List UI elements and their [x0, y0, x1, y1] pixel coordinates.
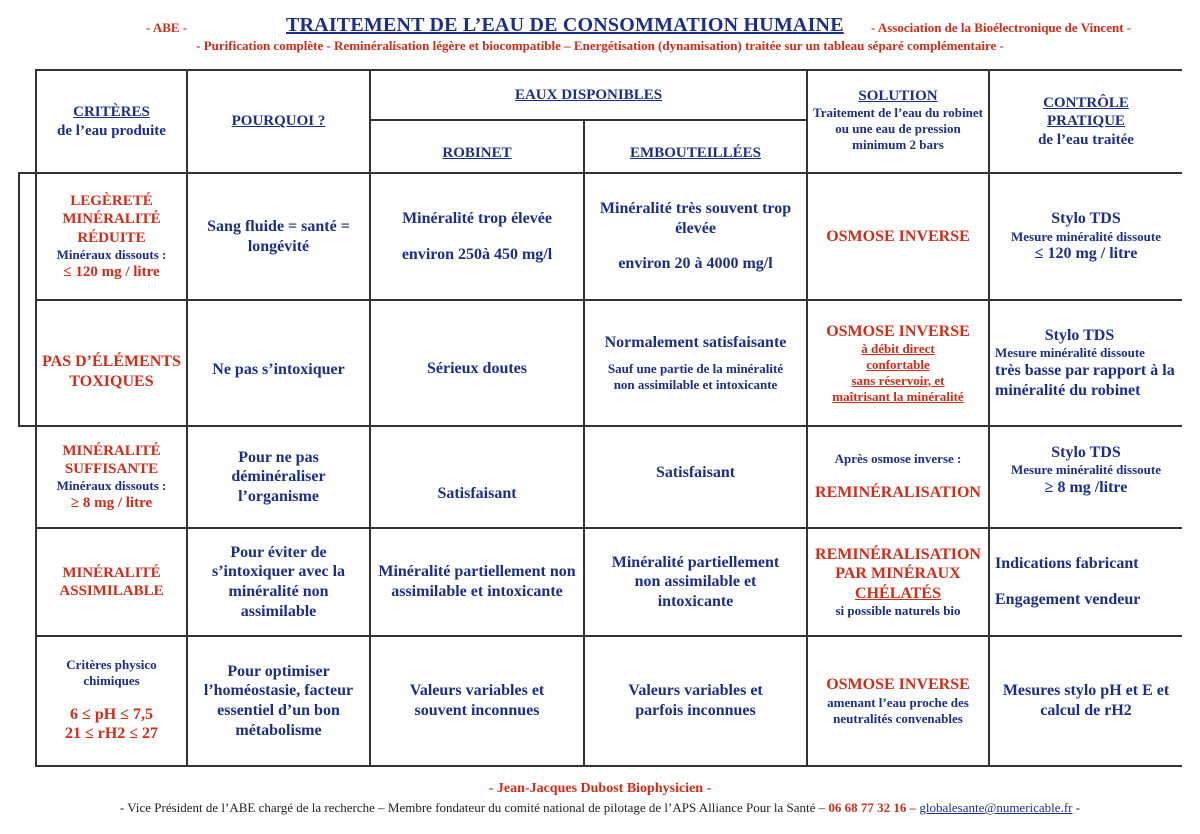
grid-line — [35, 765, 1182, 767]
footer-text: - Vice Président de l’ABE chargé de la recherche – Membre fondateur du comité national de pilotage de l’APS Alliance Pour la Santé – — [119, 800, 826, 815]
row1-robinet — [371, 174, 583, 299]
critere-line: RÉDUITE — [77, 229, 146, 246]
row3-robinet — [371, 427, 583, 527]
critere-line: SUFFISANTE — [64, 460, 159, 477]
header-robinet — [371, 121, 583, 172]
pourquoi-title: POURQUOI ? — [231, 113, 326, 130]
controle-value: très basse par rapport à la minéralité du robinet — [995, 362, 1175, 399]
row4-robinet — [371, 529, 583, 635]
row4-embouteillees — [585, 529, 806, 635]
critere-line: ASSIMILABLE — [59, 583, 164, 599]
controle-text: Stylo TDS — [1051, 443, 1121, 461]
row3-controle — [990, 427, 1182, 527]
row2-embouteillees — [585, 301, 806, 425]
solution-text: REMINÉRALISATION — [815, 545, 981, 563]
association-label: - Association de la Bioélectronique de Vincent - — [871, 20, 1132, 35]
footer-end: - — [1075, 800, 1081, 815]
solution-detail: sans réservoir, et — [851, 372, 945, 388]
abe-label: - ABE - — [146, 20, 188, 35]
solution-detail: Après osmose inverse : — [834, 451, 962, 467]
controle-title-2: PRATIQUE — [1046, 113, 1126, 130]
header-eaux-disponibles — [371, 71, 806, 119]
row4-pourquoi — [188, 529, 369, 635]
row4-solution — [808, 529, 988, 635]
row1-embouteillees — [585, 174, 806, 299]
row5-solution — [808, 637, 988, 765]
emb-text: Valeurs variables et parfois inconnues — [628, 682, 763, 719]
row3-critere — [37, 427, 186, 527]
page-subtitle: - Purification complète - Reminéralisation légère et biocompatible – Energétisation (dynamisation) traitée sur un tableau séparé complémentaire - — [196, 38, 1004, 53]
controle-text: Engagement vendeur — [995, 591, 1141, 608]
controle-detail: Mesure minéralité dissoute — [1011, 462, 1161, 478]
row1-critere — [37, 174, 186, 299]
pourquoi-text: Pour ne pas déminéraliser l’organisme — [231, 448, 326, 505]
criteres-subtitle: de l’eau produite — [57, 122, 166, 139]
critere-line: PAS D’ÉLÉMENTS — [42, 353, 181, 371]
row4-critere — [37, 529, 186, 635]
controle-detail: Mesure minéralité dissoute — [995, 345, 1145, 361]
solution-detail: si possible naturels bio — [835, 603, 961, 619]
row4-controle — [990, 529, 1182, 635]
header-solution — [808, 71, 988, 172]
critere-line: MINÉRALITÉ — [62, 442, 161, 459]
criteres-title: CRITÈRES — [73, 104, 150, 121]
controle-title-1: CONTRÔLE — [1043, 95, 1129, 112]
critere-value: ≥ 8 mg / litre — [70, 495, 153, 512]
controle-text: Stylo TDS — [1051, 210, 1121, 228]
grid-line — [18, 172, 20, 426]
row5-robinet — [371, 637, 583, 765]
solution-detail: amenant l’eau proche des neutralités convenables — [827, 694, 969, 726]
row2-pourquoi — [188, 301, 369, 425]
footer-phone: 06 68 77 32 16 — [828, 800, 907, 815]
controle-text: Stylo TDS — [1044, 326, 1115, 344]
row3-pourquoi — [188, 427, 369, 527]
pourquoi-text: Pour optimiser l’homéostasie, facteur essentiel d’un bon métabolisme — [203, 662, 354, 739]
row5-critere — [37, 637, 186, 765]
pourquoi-text: Ne pas s’intoxiquer — [212, 361, 345, 379]
solution-detail: confortable — [866, 356, 930, 372]
critere-value: 6 ≤ pH ≤ 7,5 — [70, 705, 153, 723]
solution-text: CHÉLATÉS — [855, 584, 941, 602]
critere-value: 21 ≤ rH2 ≤ 27 — [64, 725, 159, 743]
solution-detail: maîtrisant la minéralité — [832, 388, 964, 404]
controle-detail: Mesure minéralité dissoute — [1011, 228, 1161, 244]
row2-controle — [990, 301, 1182, 425]
header-embouteillees — [585, 121, 806, 172]
solution-text: OSMOSE INVERSE — [826, 227, 970, 245]
row2-solution — [808, 301, 988, 425]
page-title: TRAITEMENT DE L’EAU DE CONSOMMATION HUMAINE — [286, 14, 844, 36]
footer-line — [0, 800, 1200, 816]
row3-solution — [808, 427, 988, 527]
controle-value: ≥ 8 mg /litre — [1044, 478, 1128, 496]
solution-detail: à débit direct — [861, 341, 935, 357]
footer-author: - Jean-Jacques Dubost Biophysicien - — [488, 781, 712, 796]
row1-controle — [990, 174, 1182, 299]
emb-value: environ 20 à 4000 mg/l — [618, 255, 773, 273]
row1-pourquoi — [188, 174, 369, 299]
controle-subtitle: de l’eau traitée — [1038, 131, 1134, 148]
critere-line: LEGÈRETÉ — [70, 192, 153, 209]
emb-detail: Sauf une partie de la minéralité non assimilable et intoxicante — [607, 360, 784, 392]
solution-text: OSMOSE INVERSE — [826, 322, 970, 340]
robinet-title: ROBINET — [442, 144, 512, 161]
row5-controle — [990, 637, 1182, 765]
robinet-text: Satisfaisant — [437, 485, 517, 503]
controle-text: Indications fabricant — [995, 555, 1139, 573]
solution-text: PAR MINÉRAUX — [835, 565, 961, 583]
critere-detail: Minéraux dissouts : — [56, 478, 167, 494]
header-line — [0, 12, 1200, 38]
critere-value: ≤ 120 mg / litre — [63, 263, 160, 280]
header-pourquoi — [188, 71, 369, 172]
header-criteres — [37, 71, 186, 172]
row3-embouteillees — [585, 427, 806, 527]
robinet-value: environ 250à 450 mg/l — [401, 245, 553, 263]
row2-critere — [37, 301, 186, 425]
robinet-text: Valeurs variables et souvent inconnues — [409, 682, 545, 719]
solution-subtitle: Traitement de l’eau du robinet ou une eau de pression minimum 2 bars — [813, 105, 983, 153]
robinet-text: Minéralité trop élevée — [402, 209, 552, 227]
header-controle — [990, 71, 1182, 172]
emb-text: Minéralité très souvent trop élevée — [599, 200, 792, 237]
footer-separator: – — [909, 800, 917, 815]
emb-text: Normalement satisfaisante — [604, 334, 787, 352]
row1-solution — [808, 174, 988, 299]
robinet-text: Minéralité partiellement non assimilable et intoxicante — [378, 563, 576, 600]
embouteillees-title: EMBOUTEILLÉES — [630, 144, 761, 161]
critere-line: MINÉRALITÉ — [62, 564, 161, 581]
pourquoi-text: Sang fluide = santé = longévité — [207, 217, 350, 255]
row5-pourquoi — [188, 637, 369, 765]
controle-text: Mesures stylo pH et E et calcul de rH2 — [1002, 682, 1170, 719]
critere-line: TOXIQUES — [69, 373, 154, 390]
row2-robinet — [371, 301, 583, 425]
row5-embouteillees — [585, 637, 806, 765]
critere-line: MINÉRALITÉ — [62, 211, 161, 228]
emb-text: Minéralité partiellement non assimilable et intoxicante — [611, 553, 780, 610]
robinet-text: Sérieux doutes — [427, 360, 527, 378]
eaux-title: EAUX DISPONIBLES — [514, 86, 663, 103]
solution-title: SOLUTION — [858, 88, 938, 104]
pourquoi-text: Pour éviter de s’intoxiquer avec la minéralité non assimilable — [211, 543, 346, 620]
controle-value: ≤ 120 mg / litre — [1034, 245, 1138, 263]
solution-text: OSMOSE INVERSE — [826, 676, 970, 694]
footer-email-link[interactable]: globalesante@numericable.fr — [919, 800, 1073, 815]
critere-detail: Critères physico chimiques — [66, 657, 157, 688]
critere-detail: Minéraux dissouts : — [56, 246, 167, 262]
solution-text: REMINÉRALISATION — [815, 484, 981, 502]
emb-text: Satisfaisant — [655, 464, 736, 482]
